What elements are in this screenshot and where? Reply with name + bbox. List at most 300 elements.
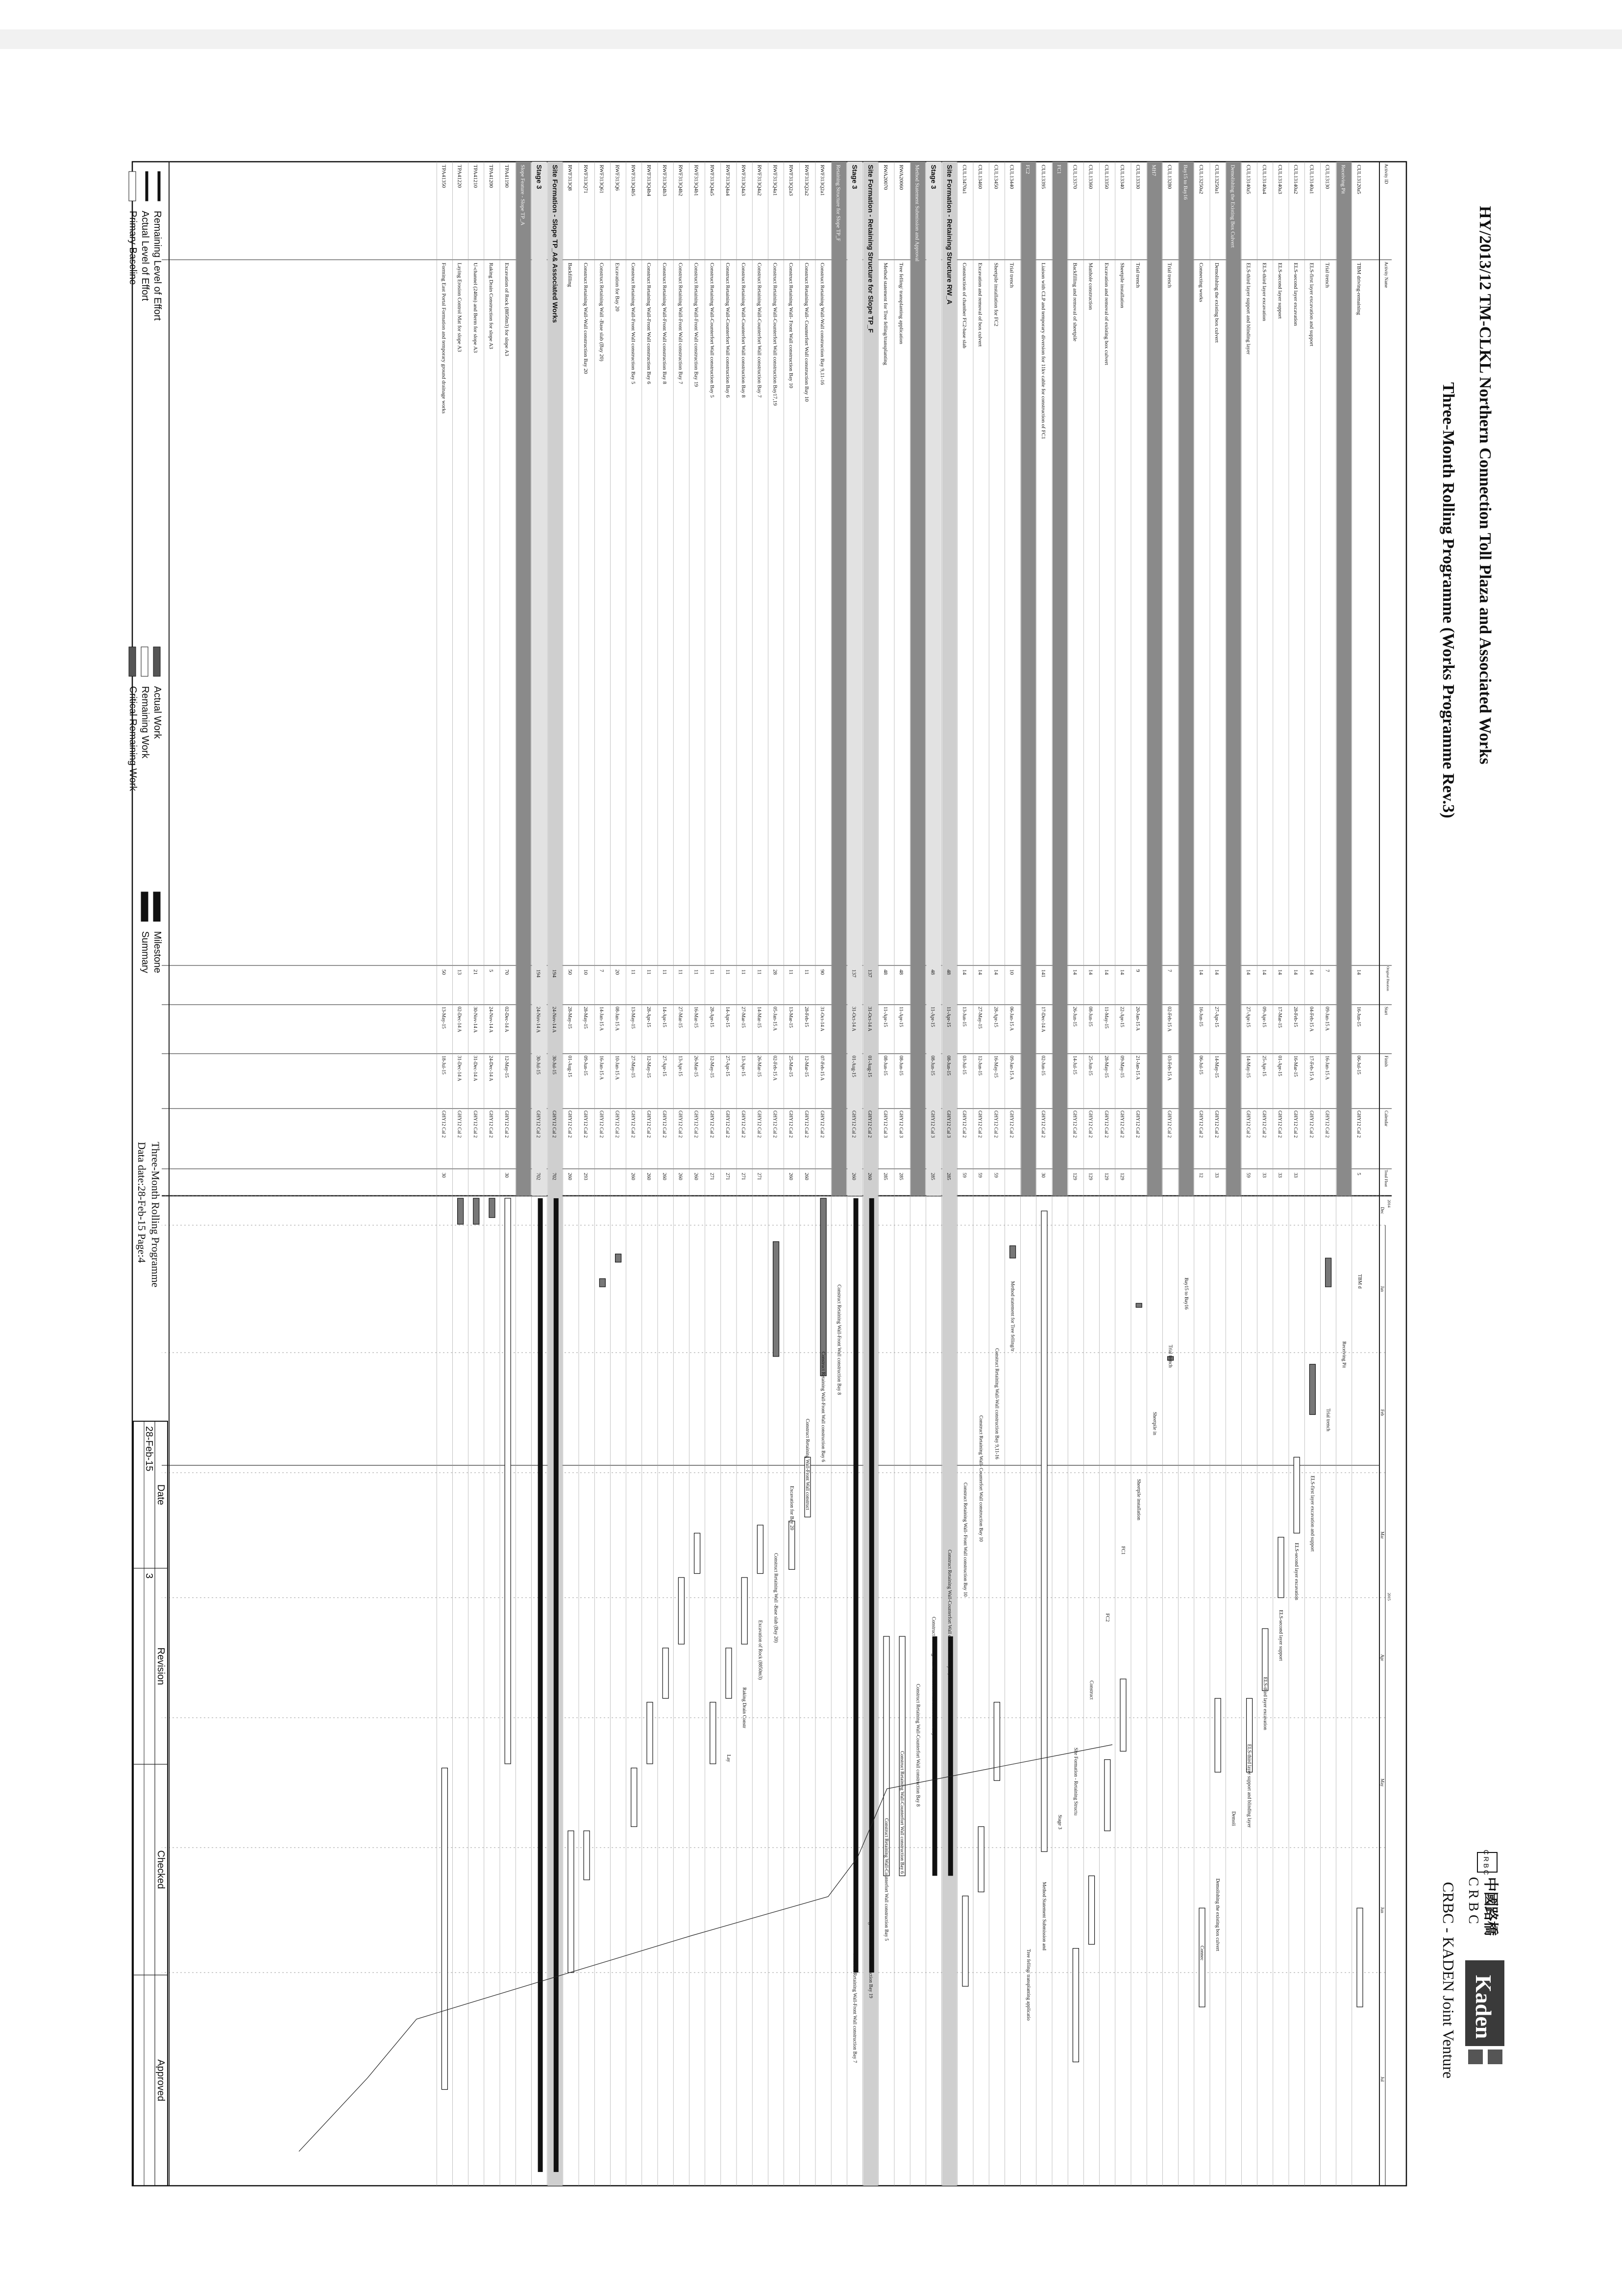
activity-id: Slope Feature - Slope TP_A [519, 165, 526, 225]
logo-kaden: Kaden [1471, 1975, 1496, 2039]
activity-name: Construct Retaining Wall-Counterfort Wall construction Bay 5 [709, 263, 715, 398]
gantt-bar-label: Construct Retaining Wall-Counterfort Wall construction Bay 8 [915, 1684, 921, 1807]
original-duration: 20 [614, 969, 620, 975]
total-float: 129 [1103, 1173, 1109, 1180]
total-float: 260 [630, 1173, 636, 1180]
calendar: GHY12 Cal 2 [630, 1111, 636, 1138]
finish-date: 13-Apr-15 [677, 1056, 683, 1077]
activity-id: RWF313Q4b4 [646, 165, 652, 197]
start-date: 16-Jun-15 [1198, 1007, 1204, 1027]
start-date: 16-Jun-15 [1356, 1007, 1361, 1027]
activity-id: RWF313Q4a4 [725, 165, 731, 196]
activity-name: Trial trench [1166, 263, 1173, 288]
calendar: GHY12 Cal 2 [583, 1111, 589, 1138]
finish-date: 06-Jul-15 [1198, 1056, 1204, 1075]
start-date: 27-Mar-15 [677, 1007, 683, 1028]
activity-id: Demolishing the Existing Box Culvert [1229, 165, 1236, 248]
total-float: 30 [1040, 1173, 1046, 1178]
start-date: 14-Jan-15 A [598, 1007, 604, 1031]
footer-data-date: Data date:28-Feb-15 Page:4 [136, 1142, 148, 1263]
original-duration: 14 [1072, 969, 1078, 975]
original-duration: 14 [1103, 969, 1109, 975]
original-duration: 11 [740, 969, 747, 975]
legend-label: Remaining Work [140, 686, 150, 759]
activity-name: Trial trench [1324, 263, 1330, 288]
total-float: 260 [677, 1173, 683, 1180]
start-date: 11-Apr-15 [930, 1007, 935, 1027]
original-duration: 14 [961, 969, 967, 975]
total-float: 260 [693, 1173, 699, 1180]
start-date: 11-Apr-15 [898, 1007, 904, 1027]
timescale-year-2015: 2015 [1387, 1593, 1391, 1601]
activity-id: Site Formation - Retaining Structure for Slope TP_F [866, 165, 875, 333]
document-title: HY/2013/12 TM-CLKL Northern Connection Toll Plaza and Associated Works [1476, 206, 1494, 765]
revision-checked-header: Checked [155, 1850, 166, 1889]
gantt-bar-label: ELS-second layer support [1278, 1610, 1283, 1661]
finish-date: 02-Jun-15 [1040, 1056, 1046, 1076]
total-float: 33 [1261, 1173, 1267, 1178]
finish-date: 17-Feb-15 A [1308, 1056, 1314, 1081]
total-float: 5 [1356, 1173, 1361, 1175]
total-float: 33 [1214, 1173, 1220, 1178]
start-date: 14-Apr-15 [725, 1007, 730, 1028]
calendar: GHY12 Cal 2 [677, 1111, 683, 1138]
remaining-work-bar [647, 1702, 653, 1764]
remaining-work-bar [1089, 1876, 1095, 1945]
activity-id: CUL13330 [1135, 165, 1141, 189]
finish-date: 01-Aug-15 [567, 1056, 572, 1077]
finish-date: 08-Jun-15 [898, 1056, 904, 1076]
activity-name: Trial trench [1135, 263, 1141, 288]
total-float: 260 [866, 1173, 872, 1180]
original-duration: 11 [756, 969, 762, 975]
group-band [1147, 162, 1162, 1196]
calendar: GHY12 Cal 2 [535, 1111, 541, 1138]
activity-name: Raking Drain Construction for slope A3 [488, 263, 494, 349]
total-float: 285 [898, 1173, 904, 1180]
original-duration: 7 [1324, 969, 1330, 972]
document-subtitle: Three-Month Rolling Programme (Works Programme Rev.3) [1439, 382, 1457, 818]
revision-approved-header: Approved [155, 2059, 166, 2101]
original-duration: 48 [898, 969, 905, 975]
actual-work-bar [473, 1198, 479, 1224]
original-duration: 7 [1166, 969, 1173, 972]
activity-id: RWF313Q4b2 [677, 165, 684, 197]
finish-date: 24-Dec-14 A [488, 1056, 493, 1081]
activity-id: RWA20070 [883, 165, 888, 190]
header-activity-name: Activity Name [1384, 262, 1389, 288]
calendar: GHY12 Cal 2 [567, 1111, 572, 1138]
original-duration: 11 [693, 969, 699, 975]
original-duration: 10 [1008, 969, 1015, 975]
total-float: 260 [662, 1173, 667, 1180]
finish-date: 16-Mar-15 [1293, 1056, 1299, 1077]
total-float: 702 [551, 1173, 557, 1180]
finish-date: 16-Jan-15 A [1324, 1056, 1330, 1080]
gantt-bar-label: Raking Drain Constr [741, 1687, 747, 1728]
gantt-bar-label: Construct Retaining Wall-Counterfort Wall construction Bay 7 [931, 1617, 936, 1740]
activity-id: CUL13250a1 [1214, 165, 1220, 194]
remaining-work-bar [1278, 1537, 1284, 1598]
original-duration: 48 [883, 969, 888, 975]
finish-date: 07-Feb-15 A [819, 1056, 825, 1081]
remaining-work-bar [741, 1578, 747, 1644]
gantt-bar-label: Sheetpile in [1152, 1412, 1157, 1435]
activity-id: RWF313Q4b1 [693, 165, 699, 197]
gantt-bar-label: TBM d [1357, 1274, 1362, 1289]
remaining-work-bar [962, 1896, 968, 1986]
gantt-bar-label: Construct [1088, 1680, 1094, 1700]
timescale-month: Jan [1380, 1286, 1385, 1292]
gantt-bar-label: Method Statement Submission and [1041, 1882, 1047, 1950]
finish-date: 03-Jul-15 [961, 1056, 967, 1075]
legend-label: Actual Work [152, 686, 163, 739]
activity-id: RWF313Q2a1 [819, 165, 826, 196]
gantt-bar-label: Construct Retaining Wall-Front Wall construct [805, 1419, 810, 1510]
total-float: 129 [1119, 1173, 1125, 1180]
original-duration: 14 [1087, 969, 1094, 975]
header-total-float: Total Float [1384, 1170, 1388, 1187]
calendar: GHY12 Cal 2 [488, 1111, 493, 1138]
start-date: 28-Apr-15 [993, 1007, 999, 1028]
calendar: GHY12 Cal 2 [787, 1111, 793, 1138]
activity-id: RWF313Q4a5 [709, 165, 715, 196]
start-date: 13-May-15 [630, 1007, 636, 1029]
calendar: GHY12 Cal 2 [977, 1111, 983, 1138]
calendar: GHY12 Cal 2 [709, 1111, 714, 1138]
joint-venture-name: CRBC - KADEN Joint Venture [1440, 1882, 1457, 2079]
start-date: 28-May-15 [567, 1007, 572, 1029]
activity-name: Construct Retaining Wall-Counterfort Wall construction Bay 7 [756, 263, 762, 398]
timescale-month: Apr [1380, 1654, 1385, 1661]
gantt-bar-label: Construct Retaining Wall-Counterfort Wall construction Bay 6 [899, 1751, 905, 1874]
total-float: 59 [993, 1173, 999, 1178]
activity-id: CUL13360 [1087, 165, 1094, 189]
activity-id: CUL13450 [993, 165, 999, 189]
legend-swatch [158, 172, 160, 201]
activity-name: ELS-second layer support [1277, 263, 1283, 319]
activity-id: RWF313Q4b5 [630, 165, 636, 197]
calendar: GHY12 Cal 3 [930, 1111, 935, 1138]
activity-id: CUL13460 [977, 165, 983, 189]
activity-name: Sheetpile installation for FC2 [993, 263, 999, 326]
gantt-bar-label: Demoli [1230, 1811, 1236, 1826]
start-date: 27-Mar-15 [740, 1007, 746, 1028]
finish-date: 13-Apr-15 [740, 1056, 746, 1077]
remaining-work-bar [694, 1533, 700, 1573]
calendar: GHY12 Cal 2 [1293, 1111, 1299, 1138]
calendar: GHY12 Cal 2 [1008, 1111, 1014, 1138]
gantt-bar-label: Construct Retaining Wall-Counterfort Wall construction Bay 5 [884, 1818, 889, 1941]
start-date: 08-Jun-15 [1087, 1007, 1093, 1027]
gantt-bar-label: Demolishing the existing box culvert [1215, 1878, 1221, 1951]
calendar: GHY12 Cal 2 [740, 1111, 746, 1138]
finish-date: 01-Apr-15 [1277, 1056, 1282, 1077]
start-date: 27-May-15 [977, 1007, 983, 1029]
remaining-work-bar [1105, 1759, 1110, 1830]
finish-date: 10-Jan-15 A [614, 1056, 620, 1080]
gantt-bar-label: Construct Retaining Wall-Front Wall construction Bay 19 [867, 1885, 873, 1999]
original-duration: 14 [1245, 969, 1252, 975]
remaining-work-bar [442, 1768, 447, 2090]
calendar: GHY12 Cal 2 [1198, 1111, 1204, 1138]
total-float: 285 [930, 1173, 935, 1180]
calendar: GHY12 Cal 2 [1277, 1111, 1282, 1138]
remaining-work-bar [1120, 1679, 1126, 1751]
gantt-bar-label: Trial trench [1325, 1408, 1331, 1432]
activity-name: Construct Retaining Wall- Counterfort Wall construction Bay 10 [804, 263, 810, 402]
summary-bar [869, 1198, 874, 1973]
finish-date: 31-Dec-14 A [456, 1056, 462, 1081]
original-duration: 14 [1308, 969, 1315, 975]
start-date: 31-Oct-14 A [819, 1007, 825, 1032]
calendar: GHY12 Cal 2 [772, 1111, 778, 1138]
remaining-work-bar [1215, 1698, 1221, 1772]
timescale-month: Mar [1380, 1531, 1385, 1539]
calendar: GHY12 Cal 2 [1072, 1111, 1078, 1138]
original-duration: 14 [1277, 969, 1283, 975]
calendar: GHY12 Cal 2 [441, 1111, 446, 1138]
activity-id: CUL13370 [1072, 165, 1078, 189]
original-duration: 14 [1261, 969, 1267, 975]
remaining-work-bar [663, 1648, 668, 1699]
total-float: 129 [1072, 1173, 1078, 1180]
gantt-bar-label: Construct Retaining Wall- Counterfort Wall construction Bay 10 [978, 1415, 984, 1542]
legend-swatch [141, 892, 148, 921]
activity-id: CUL13140a3 [1277, 165, 1283, 194]
legend-swatch [153, 892, 160, 921]
start-date: 11-May-15 [1103, 1007, 1109, 1029]
activity-name: Excavation of Rock (8850m3) for slope A3 [504, 263, 510, 356]
remaining-work-bar [584, 1831, 590, 1880]
logo-chinese: 中國路橋 [1482, 1877, 1499, 1936]
activity-name: Construct Retaining Wall-Wall construction Bay 9,11-16 [819, 263, 826, 385]
gantt-bar-label: Construct Retaining Wall -Base slab (Bay 20) [773, 1553, 779, 1643]
remaining-work-bar [757, 1525, 763, 1574]
actual-work-bar [458, 1198, 464, 1224]
activity-name: Tree felling/ transplanting application [898, 263, 905, 345]
gantt-bar-label: Construct Retaining Wall-Front Wall construction Bay 6 [820, 1352, 826, 1462]
activity-id: RWF313Q8 [567, 165, 573, 191]
gantt-bar-label: FC1 [1120, 1546, 1126, 1555]
start-date: 28-Feb-15 [1293, 1007, 1299, 1027]
activity-name: Demolishing the existing box culvert [1214, 263, 1220, 343]
timescale-month: Feb [1380, 1409, 1385, 1416]
wbs2-band [532, 162, 546, 1196]
legend-label: Primary Baseline [127, 211, 138, 285]
activity-id: RWF313Q6 [614, 165, 620, 191]
start-date: 28-Feb-15 [804, 1007, 809, 1027]
actual-work-bar [615, 1254, 621, 1262]
start-date: 13-Jun-15 [961, 1007, 967, 1027]
legend-label: Remaining Level of Effort [152, 211, 163, 321]
finish-date: 26-Mar-15 [693, 1056, 699, 1077]
activity-id: RWF313Q61 [598, 165, 605, 194]
calendar: GHY12 Cal 2 [662, 1111, 667, 1138]
calendar: GHY12 Cal 2 [693, 1111, 699, 1138]
original-duration: 90 [819, 969, 826, 975]
activity-name: Construction of chamber FC2-base slab [961, 263, 967, 348]
total-float: 260 [787, 1173, 793, 1180]
original-duration: 21 [472, 969, 478, 975]
timescale-month: Jun [1380, 1907, 1385, 1913]
start-date: 24-Nov-14 A [488, 1007, 493, 1033]
finish-date: 28-May-15 [1103, 1056, 1109, 1078]
gantt-bar-label: ELS-second layer excavation [1294, 1543, 1300, 1601]
footer-programme: Three-Month Rolling Programme [149, 1142, 162, 1287]
activity-id: CUL13395 [1040, 165, 1046, 189]
original-duration: 194 [551, 969, 557, 978]
gantt-bar-label: Construct Retaining Wall- Front Wall construction Bay 10 [962, 1482, 968, 1597]
original-duration: 70 [504, 969, 510, 975]
total-float: 59 [961, 1173, 967, 1178]
finish-date: 27-Apr-15 [725, 1056, 730, 1077]
finish-date: 09-Jun-15 [583, 1056, 589, 1076]
total-float: 30 [504, 1173, 510, 1178]
gantt-bar-label: Receiving Pit [1341, 1341, 1347, 1368]
remaining-work-bar [631, 1768, 637, 1827]
group-band [832, 162, 846, 1196]
start-date: 27-Apr-15 [1245, 1007, 1251, 1028]
activity-id: Stage 3 [851, 165, 859, 189]
activity-id: CUL13440 [1008, 165, 1015, 189]
start-date: 28-Apr-15 [709, 1007, 714, 1028]
original-duration: 141 [1040, 969, 1046, 978]
activity-id: CUL13120a5 [1356, 165, 1362, 194]
finish-date: 01-Aug-15 [866, 1056, 872, 1077]
total-float: 30 [441, 1173, 446, 1178]
total-float: 59 [1245, 1173, 1251, 1178]
wbs-summary-row [863, 162, 878, 2186]
activity-name: Construct Retaining Wall-Front Wall construction Bay 6 [646, 263, 652, 384]
start-date: 20-Jan-15 A [1135, 1007, 1141, 1031]
original-duration: 11 [725, 969, 731, 975]
activity-id: Method Statement Submission and Approval [914, 165, 920, 262]
activity-id: CUL13140a4 [1261, 165, 1267, 194]
finish-date: 09-Jan-15 A [1008, 1056, 1014, 1080]
gantt-bar-label: Bay15 to Bay16 [1183, 1278, 1189, 1309]
activity-name: Excavation and removal of existing box culvert [1103, 263, 1109, 365]
activity-name: Liaison with CLP and temporary diversion for 11kv cable for construction of FC1 [1040, 263, 1046, 440]
calendar: GHY12 Cal 2 [1119, 1111, 1125, 1138]
gantt-bar-label: Lay [726, 1754, 731, 1762]
calendar: GHY12 Cal 2 [1214, 1111, 1220, 1138]
legend-swatch [129, 647, 136, 676]
calendar: GHY12 Cal 2 [804, 1111, 809, 1138]
remaining-work-bar [726, 1648, 732, 1699]
original-duration: 14 [1293, 969, 1299, 975]
total-float: 260 [567, 1173, 572, 1180]
original-duration: 11 [646, 969, 652, 975]
finish-date: 09-May-15 [1119, 1056, 1125, 1078]
total-float: 293 [583, 1173, 589, 1180]
finish-date: 14-May-15 [1214, 1056, 1220, 1078]
actual-work-bar [820, 1198, 826, 1376]
gantt-bar-label: Method statement for Tree felling/tr [1009, 1281, 1015, 1352]
total-float: 129 [1087, 1173, 1093, 1180]
gantt-bar-label: Excavation of Rock (8850m3) [757, 1620, 763, 1680]
start-date: 11-Apr-15 [945, 1007, 951, 1027]
start-date: 31-Oct-14 A [851, 1007, 857, 1032]
start-date: 16-Mar-15 [693, 1007, 699, 1028]
activity-id: RWF313Q4a1 [772, 165, 778, 196]
original-duration: 28 [772, 969, 778, 975]
original-duration: 48 [930, 969, 936, 975]
original-duration: 194 [535, 969, 541, 978]
start-date: 09-Jan-15 A [1324, 1007, 1330, 1031]
start-date: 13-May-15 [441, 1007, 446, 1029]
timescale-month: Jul [1380, 2076, 1385, 2082]
gantt-bar-label: Tree felling/ transplanting applicatio [1025, 1949, 1031, 2021]
calendar: GHY12 Cal 2 [1308, 1111, 1314, 1138]
original-duration: 14 [977, 969, 983, 975]
activity-id: RWA20060 [898, 165, 905, 190]
activity-name: Backfilling and removal of sheetpile [1072, 263, 1078, 342]
actual-work-bar [599, 1279, 605, 1287]
activity-name: Construct Retaining Wall-Counterfort Wall construction Bay 8 [740, 263, 747, 398]
remaining-work-bar [568, 1831, 574, 1973]
activity-id: RWF313Q71 [583, 165, 589, 194]
activity-id: Site Formation - Slope TP_A& Associated Works [551, 165, 559, 323]
finish-date: 12-May-15 [709, 1056, 714, 1078]
revision-number-value: 3 [144, 1573, 154, 1579]
calendar: GHY12 Cal 2 [1166, 1111, 1172, 1138]
original-duration: 11 [630, 969, 636, 975]
revision-date-value: 28-Feb-15 [144, 1426, 154, 1472]
header-finish: Finish [1384, 1056, 1389, 1067]
original-duration: 11 [787, 969, 794, 975]
activity-id: Site Formation - Retaining Structure RW_A [945, 165, 954, 305]
gantt-bar-label: Excavation for Bay 20 [788, 1486, 794, 1531]
calendar: GHY12 Cal 2 [504, 1111, 510, 1138]
activity-id: TPA41190 [504, 165, 510, 188]
start-date: 11-Apr-15 [883, 1007, 888, 1027]
original-duration: 13 [456, 969, 463, 975]
company-logo [1440, 1850, 1504, 2078]
activity-id: RWF313Q2a2 [804, 165, 810, 196]
summary-bar [854, 1198, 859, 1973]
activity-id: FC2 [1024, 165, 1031, 174]
calendar: GHY12 Cal 3 [945, 1111, 951, 1138]
activity-id: CUL13130 [1324, 165, 1330, 189]
legend-swatch [141, 647, 148, 676]
original-duration: 14 [1198, 969, 1204, 975]
total-float: 285 [883, 1173, 888, 1180]
remaining-work-bar [1073, 1949, 1079, 2062]
activity-name: Excavation for Bay 20 [614, 263, 620, 312]
start-date: 27-Apr-15 [1214, 1007, 1220, 1028]
logo-kaden-mark-1 [1488, 2049, 1502, 2064]
start-date: 17-Mar-15 [1277, 1007, 1282, 1028]
calendar: GHY12 Cal 2 [756, 1111, 762, 1138]
original-duration: 14 [1356, 969, 1362, 975]
group-band [1021, 162, 1036, 1196]
calendar: GHY12 Cal 2 [993, 1111, 999, 1138]
total-float: 271 [740, 1173, 746, 1180]
summary-bar [538, 1198, 543, 2172]
remaining-work-bar [505, 1198, 511, 1764]
total-float: 702 [535, 1173, 541, 1180]
total-float: 260 [804, 1173, 809, 1180]
gantt-bar-label: Construct Retaining Wall-Front Wall construction Bay 8 [836, 1284, 842, 1395]
activity-name: Laying Erosion Control Mat for slope A3 [456, 263, 463, 352]
start-date: 30-Nov-14 A [472, 1007, 478, 1033]
activity-name: ELS-second layer excavation [1293, 263, 1299, 326]
calendar: GHY12 Cal 2 [598, 1111, 604, 1138]
original-duration: 14 [993, 969, 999, 975]
logo-badge-text: C R B C [1482, 1850, 1490, 1875]
gantt-bar-label: Construct Retaining Wall-Wall construction Bay 9,11-16 [994, 1348, 1000, 1459]
